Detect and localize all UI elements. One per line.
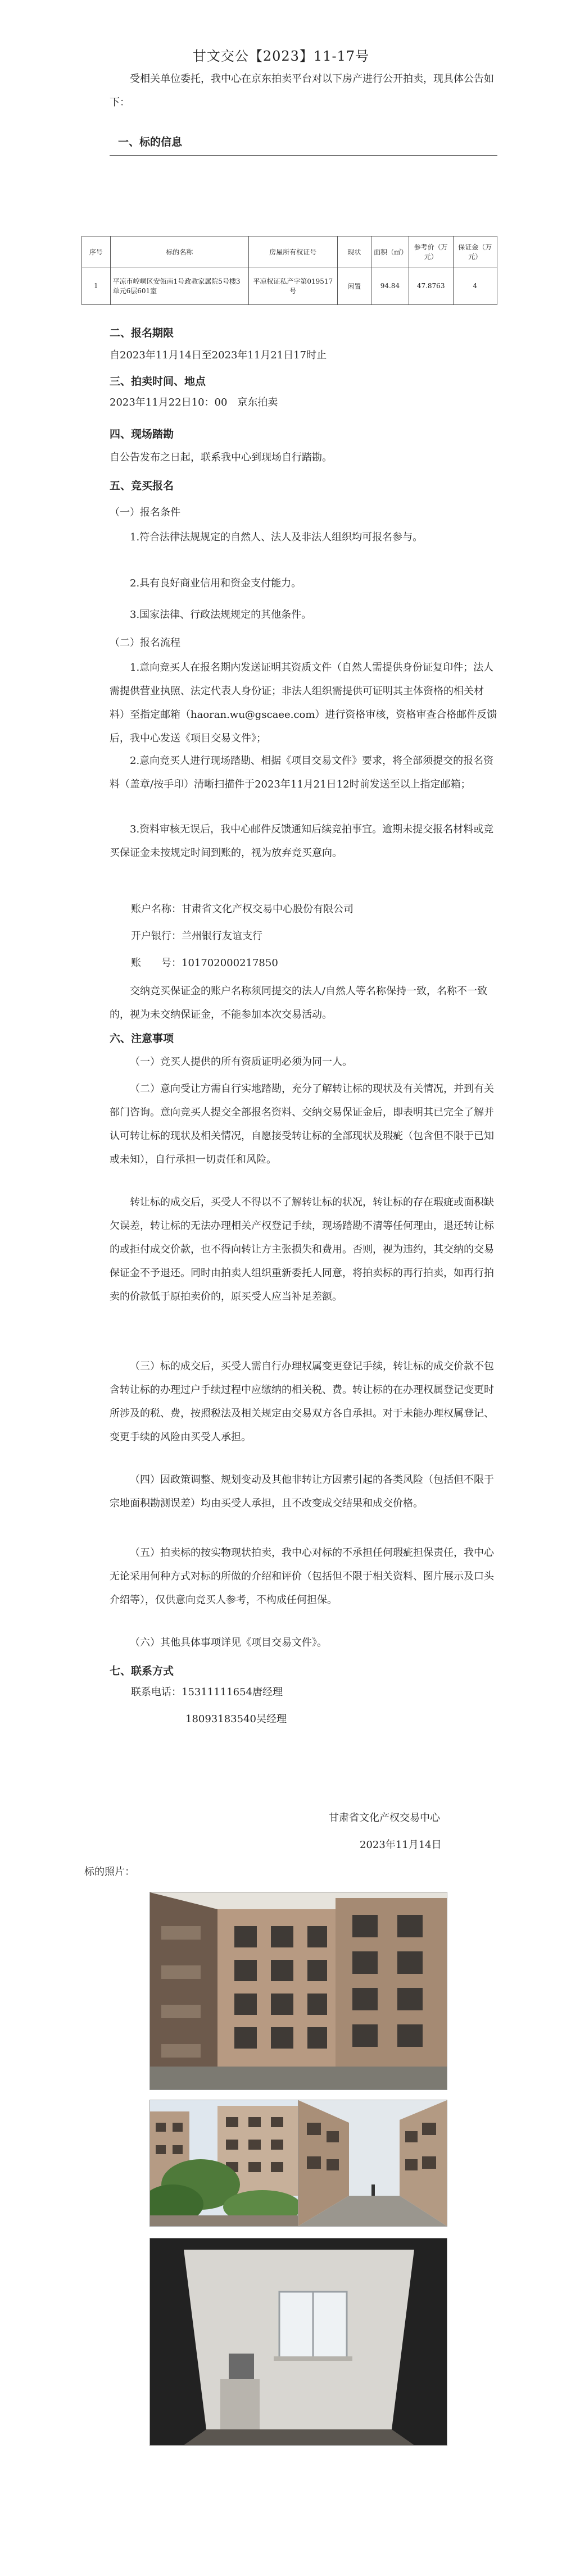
condition-2: 2.具有良好商业信用和资金支付能力。 (130, 577, 302, 589)
section-heading-registration-period: 二、报名期限 (110, 327, 174, 339)
process-step-3: 3.资料审核无误后，我中心邮件反馈通知后续竞拍事宜。逾期未提交报名材料或竞买保证金未按规定时间到账的，视为放弃竞买意向。 (110, 823, 494, 859)
condition-3: 3.国家法律、行政法规规定的其他条件。 (130, 609, 312, 621)
note-6: （六）其他具体事项详见《项目交易文件》。 (130, 1637, 327, 1649)
section-heading-target-info: 一、标的信息 (118, 136, 183, 148)
process-step-1: 1.意向竞买人在报名期内发送证明其资质文件（自然人需提供身份证复印件；法人需提供营业执照、法定代表人身份证；非法人组织需提供可证明其主体资格的相关材料）至指定邮箱（haoran.wu@gscaee.com）进行资格审核，资格审查合格邮件反馈后，我中心发送《项目交易文件》； (110, 662, 497, 744)
alley-illustration (298, 2100, 447, 2226)
interior-illustration (150, 2238, 447, 2445)
account-name: 账户名称：甘肃省文化产权交易中心股份有限公司 (131, 903, 353, 915)
note-5: （五）拍卖标的按实物现状拍卖，我中心对标的不承担任何瑕疵担保责任，我中心无论采用何种方式对标的所做的介绍和评价（包括但不限于相关资料、图片展示及口头介绍等），仅供意向竞买人参考，不构成任何担保。 (110, 1547, 494, 1606)
signature-organization: 甘肃省文化产权交易中心 (329, 1812, 440, 1824)
intro-paragraph: 受相关单位委托，我中心在京东拍卖平台对以下房产进行公开拍卖，现具体公告如下： (110, 73, 494, 108)
courtyard-illustration (150, 2100, 298, 2226)
table-header-cell: 序号 (82, 236, 111, 267)
table-cell: 平凉市崆峒区安瓴南1号政教家属院5号楼3单元6层601室 (110, 267, 248, 305)
note-1: （一）竞买人提供的所有资质证明必须为同一人。 (130, 1056, 352, 1068)
note-4: （四）因政策调整、规划变动及其他非转让方因素引起的各类风险（包括但不限于宗地面积勘测误差）均由买受人承担，且不改变成交结果和成交价格。 (110, 1474, 494, 1509)
site-inspection-text: 自公告发布之日起，联系我中心到现场自行踏勘。 (110, 452, 332, 463)
account-number: 账 号：101702000217850 (131, 957, 278, 969)
contact-phone-1: 联系电话：15311111654唐经理 (131, 1686, 283, 1698)
table-header-cell: 保证金（万元） (453, 236, 497, 267)
building-facade-illustration (150, 1892, 447, 2090)
table-cell: 闲置 (337, 267, 371, 305)
table-row (82, 267, 497, 305)
table-header-cell: 面积（㎡） (371, 236, 409, 267)
divider (110, 155, 497, 156)
contact-phone-2: 18093183540吴经理 (185, 1713, 287, 1725)
courtyard-photo (149, 2100, 299, 2227)
section-heading-contact: 七、联系方式 (110, 1665, 174, 1677)
section-heading-notes: 六、注意事项 (110, 1032, 174, 1045)
note-2-continued: 转让标的成交后，买受人不得以不了解转让标的状况，转让标的存在瑕疵或面积缺欠误差，转让标的无法办理相关产权登记手续，现场踏勘不清等任何理由，退还转让标的或拒付成交价款，也不得向转让方主张损失和费用。否则，视为违约，其交纳的交易保证金不予退还。同时由拍卖人组织重新委托人同意，将拍卖标的再行拍卖，如再行拍卖的价款低于原拍卖价的，原买受人应当补足差额。 (110, 1196, 494, 1303)
note-3: （三）标的成交后，买受人需自行办理权属变更登记手续，转让标的成交价款不包含转让标的办理过户手续过程中应缴纳的相关税、费。转让标的在办理权属登记变更时所涉及的税、费，按照税法及相关规定由交易双方各自承担。对于未能办理权属登记、变更手续的风险由买受人承担。 (110, 1360, 494, 1443)
announcement-title: 甘文交公【2023】11-17号 (192, 48, 370, 64)
table-cell: 平凉权证私产字第019517号 (248, 267, 337, 305)
registration-period-text: 自2023年11月14日至2023年11月21日17时止 (110, 349, 327, 361)
photo-label: 标的照片： (84, 1866, 135, 1878)
subheading-process: （二）报名流程 (110, 637, 180, 649)
table-cell: 47.8763 (409, 267, 453, 305)
table-header-cell: 现状 (337, 236, 371, 267)
table-header-cell: 参考价（万元） (409, 236, 453, 267)
section-heading-registration: 五、竞买报名 (110, 480, 174, 492)
auction-time-text: 2023年11月22日10：00 京东拍卖 (110, 397, 278, 408)
target-info-table (81, 236, 497, 305)
table-header-row (82, 236, 497, 267)
process-step-2: 2.意向竞买人进行现场踏勘、相据《项目交易文件》要求，将全部须提交的报名资料（盖章/按手印）清晰扫描件于2023年11月21日12时前发送至以上指定邮箱； (110, 755, 494, 790)
table-cell: 1 (82, 267, 111, 305)
building-facade-photo (149, 1892, 447, 2090)
subheading-conditions: （一）报名条件 (110, 507, 180, 518)
section-heading-auction-time: 三、拍卖时间、地点 (110, 375, 206, 388)
note-2: （二）意向受让方需自行实地踏勘，充分了解转让标的现状及有关情况，并到有关部门咨询。意向竞买人提交全部报名资料、交纳交易保证金后，即表明其已完全了解并认可转让标的现状及相关情况，自愿接受转让标的全部现状及瑕疵（包含但不限于已知或未知），自行承担一切责任和风险。 (110, 1083, 494, 1166)
table-cell: 4 (453, 267, 497, 305)
signature-date: 2023年11月14日 (360, 1839, 442, 1851)
interior-photo (149, 2238, 447, 2446)
alley-photo (298, 2100, 447, 2227)
table-header-cell: 标的名称 (110, 236, 248, 267)
condition-1: 1.符合法律法规规定的自然人、法人及非法人组织均可报名参与。 (130, 531, 423, 543)
account-bank: 开户银行：兰州银行友谊支行 (131, 930, 262, 942)
table-header-cell: 房屋所有权证号 (248, 236, 337, 267)
deposit-note: 交纳竞买保证金的账户名称须同提交的法人/自然人等名称保持一致，名称不一致的，视为未交纳保证金，不能参加本次交易活动。 (110, 985, 488, 1021)
table-cell: 94.84 (371, 267, 409, 305)
section-heading-site-inspection: 四、现场踏勘 (110, 428, 174, 440)
